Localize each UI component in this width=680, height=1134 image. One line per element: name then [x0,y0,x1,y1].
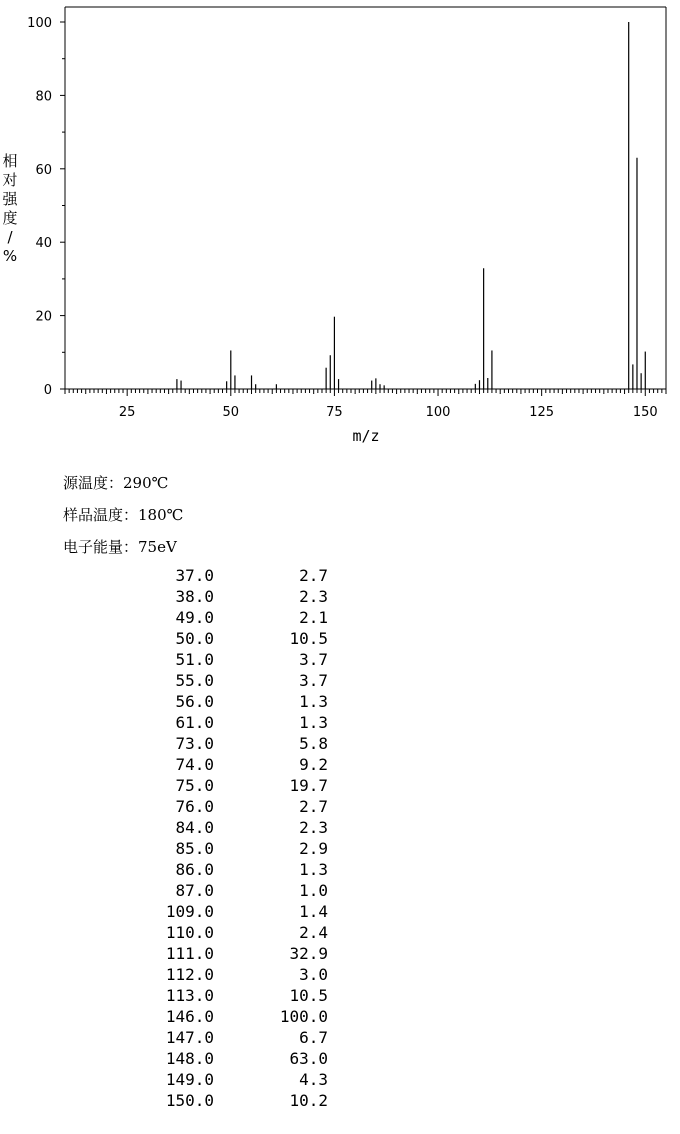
peak-mz: 50.0 [175,629,214,648]
peak-mz: 56.0 [175,692,214,711]
peak-mz: 76.0 [175,797,214,816]
electron-energy: 电子能量：75eV [63,538,177,556]
table-row [150,1070,350,1091]
peak-intensity: 19.7 [289,776,328,795]
table-row [150,839,350,860]
peak-mz: 84.0 [175,818,214,837]
table-row [150,1028,350,1049]
peak-mz: 111.0 [165,944,214,963]
peak-intensity: 2.3 [299,587,328,606]
peak-mz: 146.0 [165,1007,214,1026]
x-tick-label: 75 [326,405,343,420]
peak-intensity: 3.7 [299,650,328,669]
y-tick-label: 100 [27,16,52,31]
peak-mz: 49.0 [175,608,214,627]
peak-intensity: 100.0 [279,1007,328,1026]
peak-intensity: 2.4 [299,923,328,942]
peak-intensity: 1.0 [299,881,328,900]
y-axis-ticks [27,16,65,398]
peak-mz: 85.0 [175,839,214,858]
peak-mz: 86.0 [175,860,214,879]
peak-intensity: 2.7 [299,566,328,585]
peak-mz: 87.0 [175,881,214,900]
table-row [150,650,350,671]
peak-intensity: 1.3 [299,692,328,711]
peak-intensity: 10.5 [289,629,328,648]
peak-mz: 38.0 [175,587,214,606]
peak-mz: 147.0 [165,1028,214,1047]
table-row [150,1007,350,1028]
y-tick-label: 0 [43,383,52,398]
y-tick-label: 20 [35,309,52,325]
source-temperature: 源温度：290℃ [63,474,169,492]
sample-temperature: 样品温度：180℃ [63,506,184,524]
peak-intensity: 1.4 [299,902,328,921]
peak-intensity: 2.1 [299,608,328,627]
peak-mz: 37.0 [175,566,214,585]
peak-mz: 112.0 [165,965,214,984]
peak-intensity: 6.7 [299,1028,328,1047]
peak-mz: 75.0 [175,776,214,795]
peak-mz: 148.0 [165,1049,214,1068]
table-row [150,1049,350,1070]
table-row [150,755,350,776]
table-row [150,734,350,755]
peak-intensity: 32.9 [289,944,328,963]
y-tick-label: 40 [35,236,52,252]
peak-intensity: 9.2 [299,755,328,774]
x-tick-label: 50 [222,405,240,420]
table-row [150,587,350,608]
peak-mz: 109.0 [165,902,214,921]
table-row [150,923,350,944]
x-axis-ticks [65,389,666,420]
x-tick-label: 150 [632,405,658,420]
peak-intensity: 3.0 [299,965,328,984]
peak-table [150,566,350,1112]
peak-mz: 110.0 [165,923,214,942]
x-axis-title: m/z [352,427,380,445]
table-row [150,944,350,965]
table-row [150,713,350,734]
peak-intensity: 1.3 [299,713,328,732]
peak-mz: 73.0 [175,734,214,753]
peak-intensity: 3.7 [299,671,328,690]
peak-mz: 149.0 [165,1070,214,1089]
table-row [150,881,350,902]
table-row [150,671,350,692]
peak-intensity: 4.3 [299,1070,328,1089]
x-tick-label: 125 [529,405,555,420]
table-row [150,986,350,1007]
table-row [150,608,350,629]
peak-mz: 61.0 [175,713,214,732]
peak-intensity: 10.5 [289,986,328,1005]
table-row [150,902,350,923]
table-row [150,566,350,587]
plot-frame [65,7,666,389]
peak-intensity: 2.7 [299,797,328,816]
spectrum-bars [177,22,645,389]
table-row [150,692,350,713]
peak-intensity: 1.3 [299,860,328,879]
y-axis-title: 相对强度/ % [2,152,18,265]
table-row [150,965,350,986]
peak-mz: 55.0 [175,671,214,690]
table-row [150,629,350,650]
peak-intensity: 2.3 [299,818,328,837]
x-tick-label: 25 [118,405,136,420]
peak-mz: 51.0 [175,650,214,669]
peak-intensity: 63.0 [289,1049,328,1068]
peak-intensity: 5.8 [299,734,328,753]
x-tick-label: 100 [425,405,451,420]
peak-mz: 113.0 [165,986,214,1005]
table-row [150,776,350,797]
mass-spectrum-chart [0,0,680,450]
peak-intensity: 10.2 [289,1091,328,1110]
y-tick-label: 80 [35,89,52,105]
table-row [150,1091,350,1112]
table-row [150,797,350,818]
y-tick-label: 60 [35,162,52,178]
peak-mz: 74.0 [175,755,214,774]
peak-mz: 150.0 [165,1091,214,1110]
table-row [150,860,350,881]
peak-intensity: 2.9 [299,839,328,858]
table-row [150,818,350,839]
